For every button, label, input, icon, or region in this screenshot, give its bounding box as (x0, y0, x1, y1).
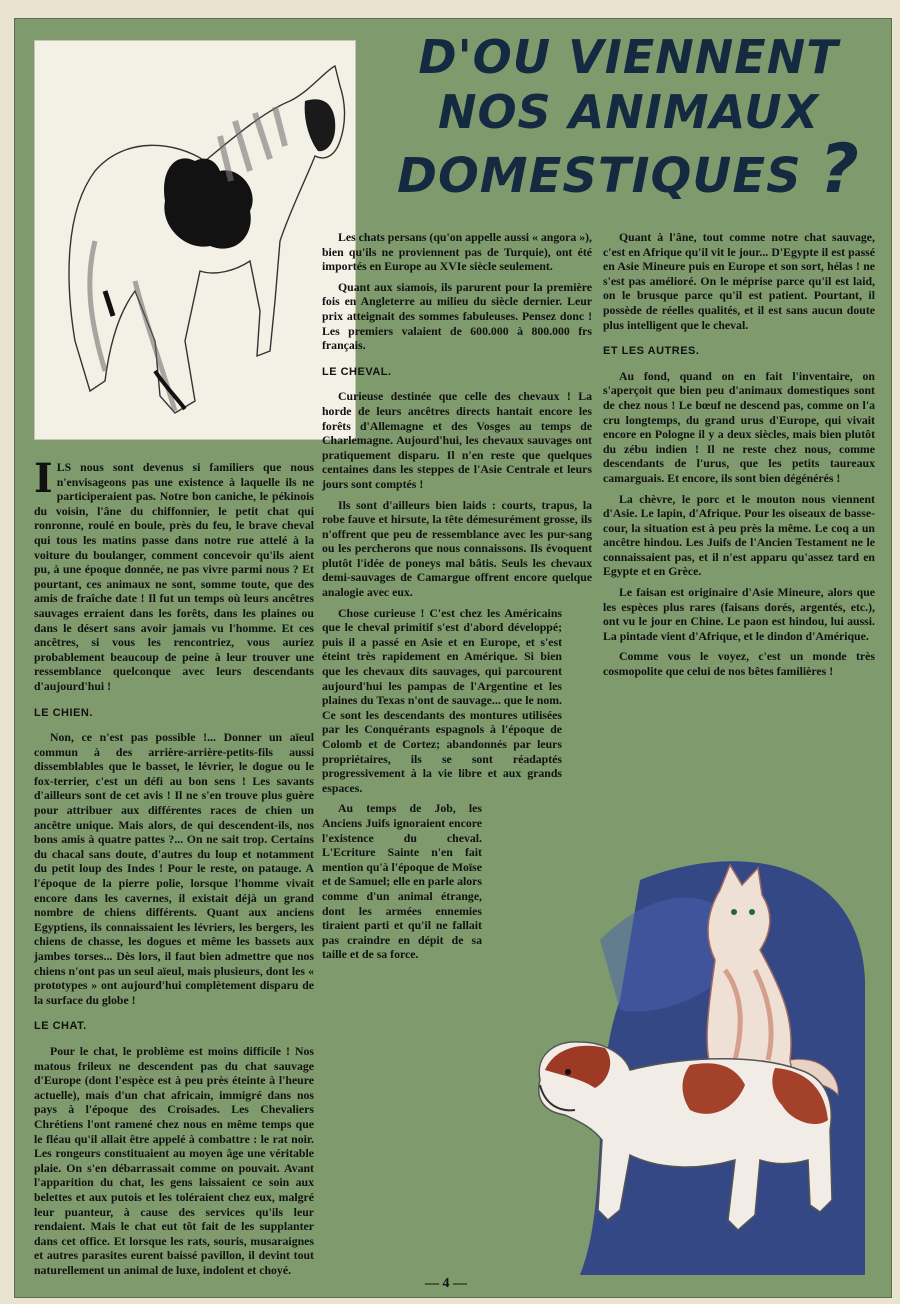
cheval-paragraph-1: Curieuse destinée que celle des chevaux ! La horde de leurs ancêtres directs hantait encore les forêts d'Allemagne et des Vosges au temps de Charlemagne. Aujourd'hui, les chevaux sauvages ont pratiquement disparu. Il n'en reste que quelques centaines dans les steppes de l'Asie Centrale et leurs jours sont comptés ! (322, 389, 592, 491)
horse-drawing (35, 41, 355, 439)
autres-paragraph-1: Au fond, quand on en fait l'inventaire, on s'aperçoit que bien peu d'animaux domestiques sont de chez nous ! Le bœuf ne descend pas, comme on l'a cru longtemps, du grand urus d'Europe, qui vivait encore en Pologne il y a deux siècles, mais bien plutôt du zébu indien ! Il ne reste chez nous, comme descendants de l'urus, que les petits taureaux camarguais. Et encore, ils sont bien dégénérés ! (603, 368, 875, 485)
title-line-1: D'OU VIENNENT (418, 30, 839, 84)
title-line-3 (376, 130, 881, 209)
title-line-2: NOS ANIMAUX (437, 85, 820, 139)
autres-paragraph-3: Le faisan est originaire d'Asie Mineure, alors que les espèces plus rares (faisans dorés, argentés, etc.), ont vu le jour en Chine. Le paon est hindou, lui aussi. La pintade vient d'Afrique, et le dindon d'Amérique. (603, 585, 875, 643)
cheval-paragraph-2: Ils sont d'ailleurs bien laids : courts, trapus, la robe fauve et hirsute, la tête démesurément grosse, ils n'offrent que peu de ressemblance avec les pur-sang ou les percherons que nous connaissons. Ils évoquent plutôt l'idée de poneys mal bâtis. Seuls les chevaux demi-sauvages de Camargue offrent encore quelque analogie avec eux. (322, 497, 592, 600)
chat-paragraph-2: Les chats persans (qu'on appelle aussi « angora »), bien qu'ils ne proviennent pas de Turquie), ont été importés en Europe au XVIe siècle seulement. (322, 230, 592, 274)
chat-paragraph-3: Quant aux siamois, ils parurent pour la première fois en Angleterre au milieu du siècle dernier. Leur prix atteignait des sommes fabuleuses. Pensez donc ! Les premiers valaient de 600.000 à 800.000 frs français. (322, 279, 592, 353)
article-title (376, 30, 881, 209)
cheval-paragraph-3: Chose curieuse ! C'est chez les Américains que le cheval primitif s'est d'abord développé; puis il a passé en Asie et en Europe, et s'est éteint très rapidement en Amérique. Si bien que les chevaux dits sauvages, qui parcourent aujourd'hui les pampas de l'Argentine et les plaines du Texas n'ont de sauvage... que le nom. Ce sont les descendants des montures utilisées par les Conquérants espagnols à l'époque de Colomb et de Cortez; abandonnés par leurs propriétaires, ils se sont réadaptés progressivement à la vie libre et aux grands espaces. (322, 605, 562, 795)
intro-text: LS nous sont devenus si familiers que nous n'envisageons pas une existence à laquelle ils ne participeraient pas. Notre bon caniche, le pékinois du voisin, l'âne du chiffonnier, le petit chat qui ronronne, roulé en boule, près du feu, le brave cheval qui tous les matins passe dans notre rue attelé à la voiture du boulanger, comment concevoir qu'ils aient pu, à une époque donnée, ne pas vivre parmi nous ? Et pourtant, ces animaux ne sont, somme toute, que des amis de fraîche date ! Il fut un temps où leurs ancêtres sauvages erraient dans les forêts, dans les plaines ou dans le désert sans avoir jamais vu l'homme. Et ces ancêtres, si vous les rencontriez, vous auriez probablement beaucoup de peine à leur trouver une ressemblance quelconque avec leurs descendants d'aujourd'hui ! (34, 460, 314, 693)
column-1 (34, 455, 314, 1277)
section-heading-autres: ET LES AUTRES. (603, 345, 700, 358)
autres-paragraph-2: La chèvre, le porc et le mouton nous viennent d'Asie. Le lapin, d'Afrique. Pour les oiseaux de basse-cour, la situation est à peu près la même. Le coq a un ancêtre hindou. Les Juifs de l'Ancien Testament ne le connaissaient pas, et il n'est apparu qu'assez tard en Egypte et en Grèce. (603, 491, 875, 579)
ane-paragraph: Quant à l'âne, tout comme notre chat sauvage, c'est en Afrique qu'il vit le jour... D'Egypte il est passé en Asie Mineure puis en Europe et son sort, hélas ! ne s'est pas amélioré. On le méprise parce qu'il est laid, on le brusque parce qu'il est patient. Pourtant, il possède de réelles qualités, et il est sans aucun doute plus intelligent que le cheval. (603, 230, 875, 332)
page-number: — 4 — (425, 1276, 467, 1291)
section-heading-chat: LE CHAT. (34, 1020, 87, 1033)
cat-dog-illustration (520, 820, 870, 1282)
title-question-mark: ? (819, 130, 860, 209)
autres-paragraph-4: Comme vous le voyez, c'est un monde très cosmopolite que celui de nos bêtes familières ! (603, 649, 875, 679)
intro-paragraph (34, 455, 314, 694)
cat-dog-painting (520, 820, 870, 1282)
cheval-paragraph-4: Au temps de Job, les Anciens Juifs ignoraient encore l'existence du cheval. L'Ecriture Sainte n'en fait mention qu'à l'époque de Moïse et de Samuel; elle en parle alors comme d'un animal étrange, dont les armées ennemies tiraient parti et qu'il ne fallait pas craindre en dépit de sa taille et de sa force. (322, 801, 482, 962)
title-line-3-text: DOMESTIQUES (397, 148, 802, 204)
chien-paragraph: Non, ce n'est pas possible !... Donner un aïeul commun à des arrière-arrière-petits-fils aussi dissemblables que le basset, le lévrier, le dogue ou le fox-terrier, c'est un défi au bon sens ! Les savants d'ailleurs sont de cet avis ! Il ne s'en trouve plus guère pour attribuer aux différentes races de chien un ancêtre unique. Mais alors, de qui descendent-ils, nos bons amis à quatre pattes ?... On ne sait trop. Certains du chacal sans doute, d'autres du loup et notamment du petit loup des Indes ! Pour le reste, on patauge. A l'époque de la pierre polie, lorsque l'homme vivait encore dans les cavernes, il existait déjà un grand nombre de chiens différents. Quant aux anciens Egyptiens, ils connaissaient les lévriers, les bergers, les chiens de chasse, les dogues et même les bassets aux jambes torses... Dès lors, il faut bien admettre que nos chiens n'ont pas un seul aïeul, mais plusieurs, dont les « prototypes » ont aujourd'hui complètement disparu de la surface du globe ! (34, 730, 314, 1007)
horse-illustration (34, 40, 356, 440)
section-heading-cheval: LE CHEVAL. (322, 365, 392, 378)
chat-paragraph-1: Pour le chat, le problème est moins difficile ! Nos matous frileux ne descendent pas du chat sauvage d'Europe (dont l'espèce est à peu près éteinte à l'heure actuelle), mais d'un chat africain, immigré dans nos pays à l'époque des Croisades. Les Chevaliers Chrétiens l'ont ramené chez nous en même temps que le fléau qu'il allait être appelé à combattre : le rat noir. Les rongeurs constituaient au moyen âge une véritable plaie. On s'en débarrassait comme on pouvait. Avant l'apparition du chat, les gens laissaient ce soin aux belettes et aux putois et les toléraient chez eux, malgré leur puanteur, à cause des services qu'ils leur rendaient. Mais le chat eut tôt fait de les supplanter dans cet office. Et lorsque les rats, souris, musaraignes et autres parasites eurent baissé pavillon, il devint tout naturellement un animal de luxe, indolent et choyé. (34, 1043, 314, 1277)
column-3 (603, 230, 875, 685)
drop-cap: I (34, 455, 53, 502)
section-heading-chien: LE CHIEN. (34, 706, 93, 719)
